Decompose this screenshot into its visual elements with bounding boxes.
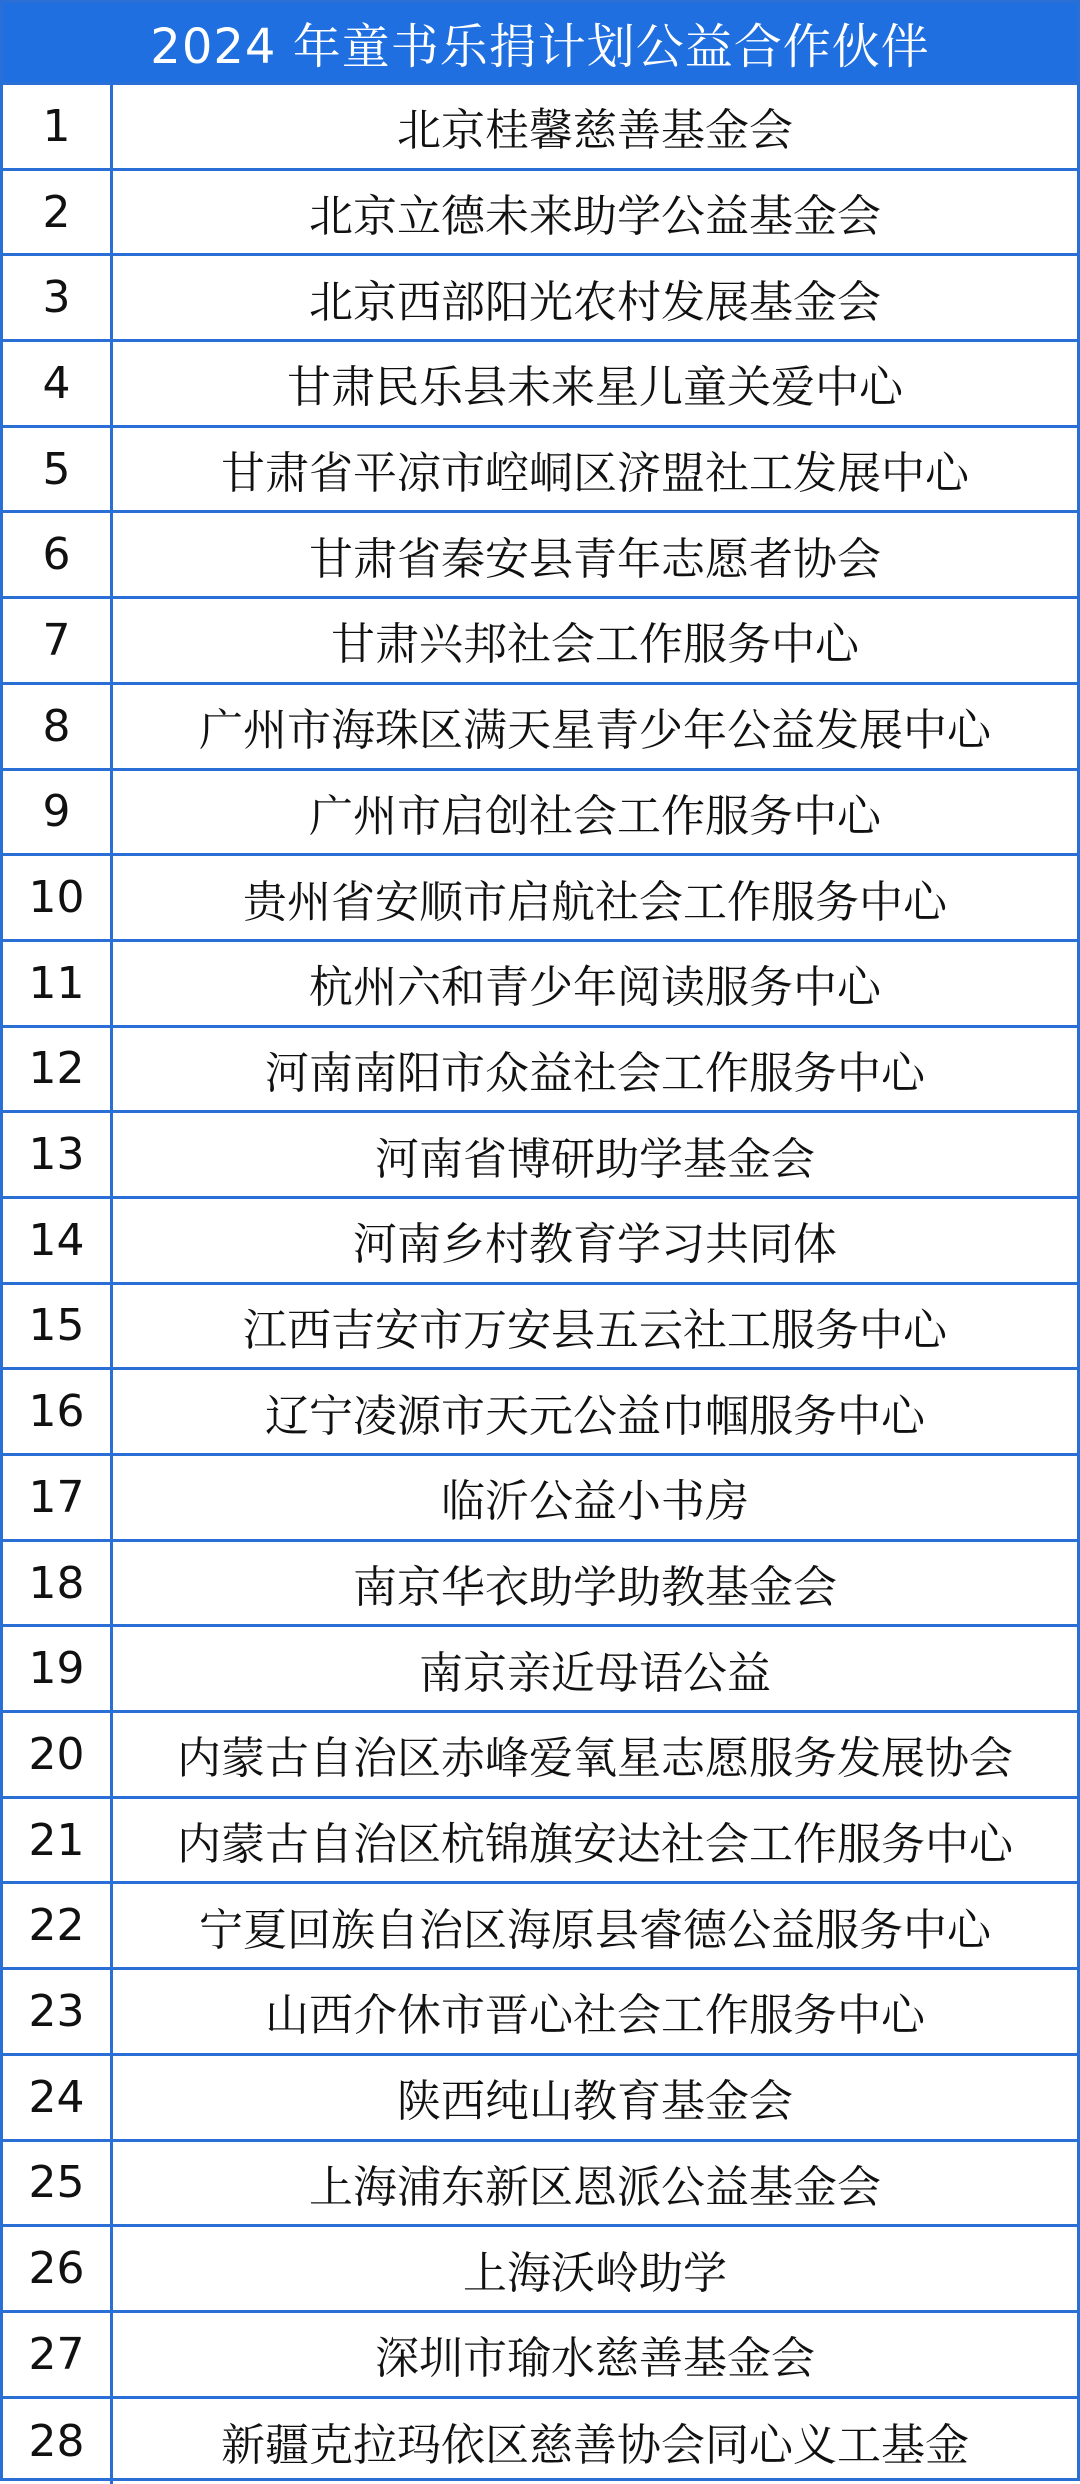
organization-name: 内蒙古自治区赤峰爱氧星志愿服务发展协会	[177, 1733, 1013, 1785]
table-row	[3, 1713, 1077, 1799]
row-number: 11	[3, 942, 113, 1025]
row-number: 2	[3, 171, 113, 254]
organization-name: 深圳市瑜水慈善基金会	[375, 2333, 815, 2385]
table-title: 2024 年童书乐捐计划公益合作伙伴	[3, 3, 1077, 85]
organization-name: 内蒙古自治区杭锦旗安达社会工作服务中心	[177, 1819, 1013, 1871]
row-number: 20	[3, 1713, 113, 1796]
table-row	[3, 85, 1077, 171]
table-row	[3, 1884, 1077, 1970]
row-number: 5	[3, 428, 113, 511]
row-number: 16	[3, 1370, 113, 1453]
table-row	[3, 1285, 1077, 1371]
table-row	[3, 685, 1077, 771]
table-row	[3, 1799, 1077, 1885]
organization-name: 河南南阳市众益社会工作服务中心	[265, 1047, 925, 1099]
row-number: 6	[3, 513, 113, 596]
row-number: 8	[3, 685, 113, 768]
table-row	[3, 1627, 1077, 1713]
row-number: 23	[3, 1970, 113, 2053]
row-number: 21	[3, 1799, 113, 1882]
table-row	[3, 342, 1077, 428]
organization-name: 河南乡村教育学习共同体	[353, 1219, 837, 1271]
organization-name: 广州市启创社会工作服务中心	[309, 790, 881, 842]
organization-name: 河南省博研助学基金会	[375, 1133, 815, 1185]
row-number: 18	[3, 1542, 113, 1625]
organization-name: 新疆克拉玛依区慈善协会同心义工基金	[221, 2420, 969, 2472]
organization-name: 南京亲近母语公益	[419, 1647, 771, 1699]
table-row	[3, 2313, 1077, 2399]
organization-name: 北京立德未来助学公益基金会	[309, 191, 881, 243]
row-number: 24	[3, 2056, 113, 2139]
row-number: 3	[3, 256, 113, 339]
table-row	[3, 1542, 1077, 1628]
row-number: 25	[3, 2142, 113, 2225]
organization-name: 临沂公益小书房	[441, 1476, 749, 1528]
organization-name: 贵州省安顺市启航社会工作服务中心	[243, 876, 947, 928]
table-row	[3, 171, 1077, 257]
organization-name: 上海浦东新区恩派公益基金会	[309, 2161, 881, 2213]
row-number: 1	[3, 85, 113, 168]
organization-name: 甘肃民乐县未来星儿童关爱中心	[287, 362, 903, 414]
organization-name: 陕西纯山教育基金会	[397, 2076, 793, 2128]
row-number: 26	[3, 2227, 113, 2310]
table-row	[3, 599, 1077, 685]
organization-name: 甘肃兴邦社会工作服务中心	[331, 619, 859, 671]
table-row	[3, 1370, 1077, 1456]
organization-name: 广州市海珠区满天星青少年公益发展中心	[199, 705, 991, 757]
table-body	[3, 85, 1077, 2484]
organization-name: 南京华衣助学助教基金会	[353, 1562, 837, 1614]
table-row	[3, 428, 1077, 514]
organization-name: 宁夏回族自治区海原县睿德公益服务中心	[199, 1904, 991, 1956]
row-number: 15	[3, 1285, 113, 1368]
row-number: 22	[3, 1884, 113, 1967]
table-row	[3, 256, 1077, 342]
table-row	[3, 942, 1077, 1028]
table-row	[3, 513, 1077, 599]
table-row	[3, 1028, 1077, 1114]
row-number: 17	[3, 1456, 113, 1539]
table-row	[3, 1970, 1077, 2056]
table-row	[3, 2056, 1077, 2142]
organization-name: 北京桂馨慈善基金会	[397, 105, 793, 157]
organization-name: 甘肃省平凉市崆峒区济盟社工发展中心	[221, 448, 969, 500]
table-row	[3, 856, 1077, 942]
table-row	[3, 1199, 1077, 1285]
organization-name: 北京西部阳光农村发展基金会	[309, 276, 881, 328]
table-row	[3, 2142, 1077, 2228]
organization-name: 杭州六和青少年阅读服务中心	[309, 962, 881, 1014]
table-row	[3, 1456, 1077, 1542]
row-number: 28	[3, 2399, 113, 2484]
row-number: 27	[3, 2313, 113, 2396]
organization-name: 甘肃省秦安县青年志愿者协会	[309, 533, 881, 585]
organization-name: 山西介休市晋心社会工作服务中心	[265, 1990, 925, 2042]
organization-name: 上海沃岭助学	[463, 2247, 727, 2299]
row-number: 10	[3, 856, 113, 939]
organization-name: 江西吉安市万安县五云社工服务中心	[243, 1304, 947, 1356]
row-number: 13	[3, 1113, 113, 1196]
row-number: 7	[3, 599, 113, 682]
row-number: 19	[3, 1627, 113, 1710]
row-number: 12	[3, 1028, 113, 1111]
table-row	[3, 1113, 1077, 1199]
table-row	[3, 2227, 1077, 2313]
row-number: 14	[3, 1199, 113, 1282]
table-row	[3, 771, 1077, 857]
row-number: 9	[3, 771, 113, 854]
row-number: 4	[3, 342, 113, 425]
table-row	[3, 2399, 1077, 2484]
organization-name: 辽宁凌源市天元公益巾帼服务中心	[265, 1390, 925, 1442]
